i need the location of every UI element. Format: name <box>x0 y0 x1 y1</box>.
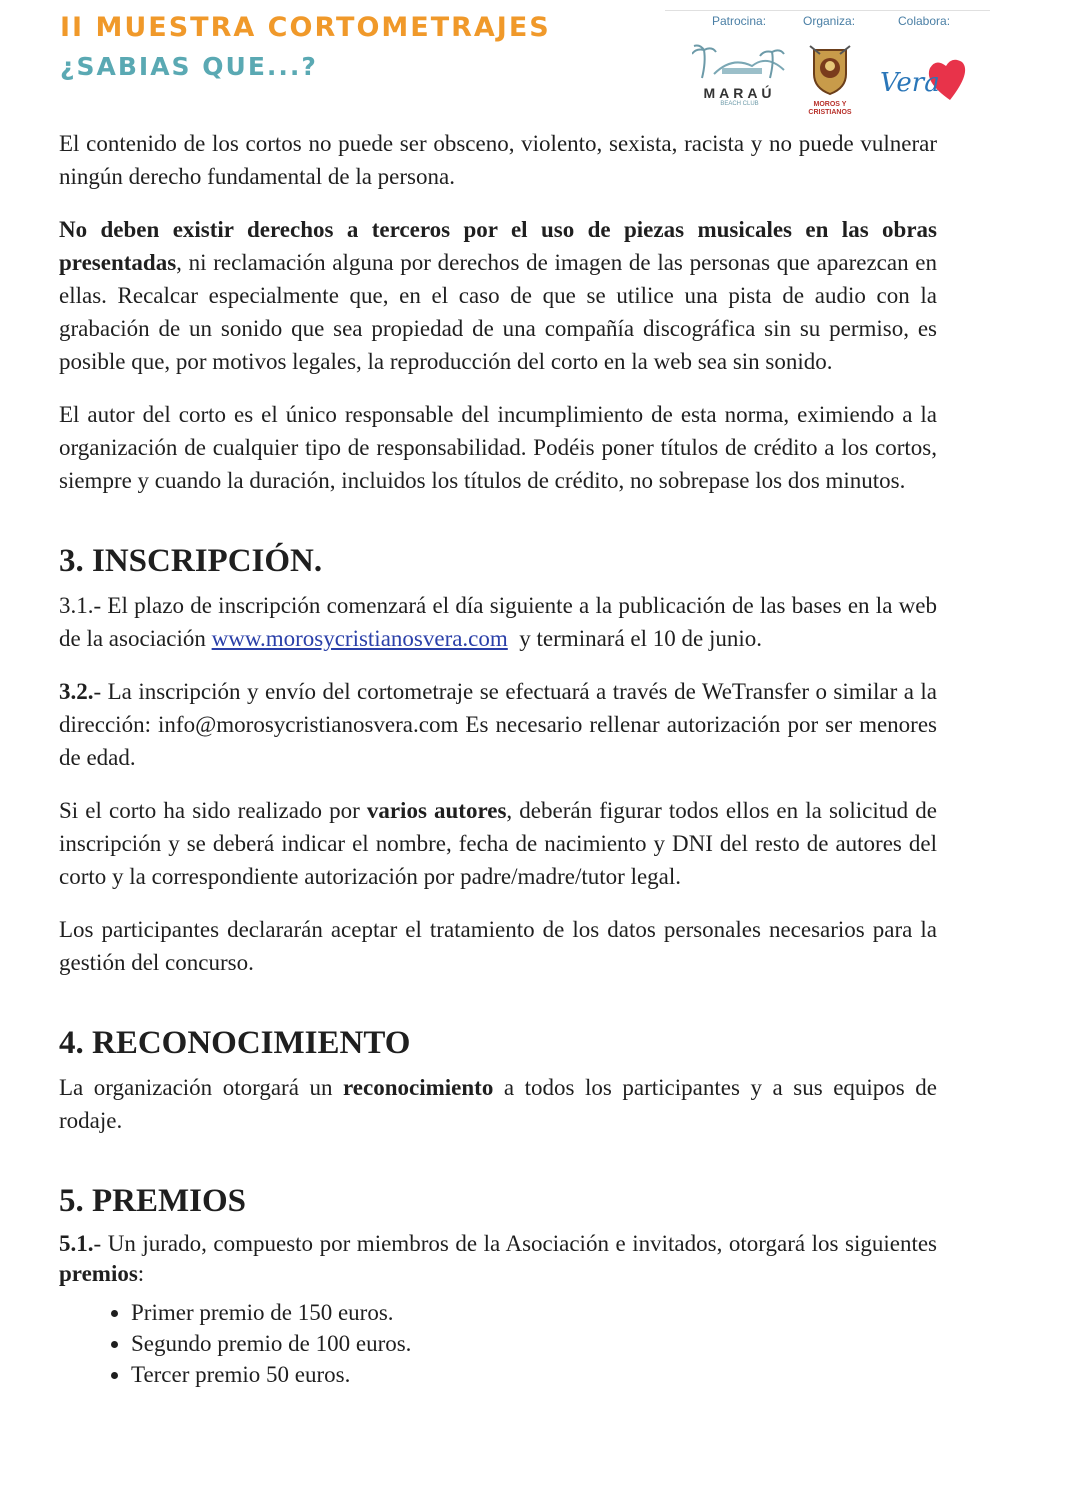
paragraph-recognition: La organización otorgará un reconocimiento a todos los participantes y a sus equipos de rodaje. <box>59 1075 938 1133</box>
bold-rights-text: No deben existir derechos a terceros por el uso de piezas musicales en las obras presentadas <box>59 217 937 275</box>
moros-logo-text: MOROS Y CRISTIANOS <box>808 101 852 116</box>
organiza-label: Organiza: <box>803 14 856 28</box>
document-title: II MUESTRA CORTOMETRAJES <box>60 12 551 43</box>
paragraph-author-responsibility: El autor del corto es el único responsable del incumplimiento de esta norma, eximiendo a la organización de cualquier tipo de responsabilidad. Podéis poner títulos de crédito a los cortos, siempre y cuando la duración, incluidos los títulos de crédito, no sobrepase los dos minutos. <box>59 402 937 493</box>
list-item: • Segundo premio de 100 euros. <box>131 1328 937 1359</box>
paragraph-data-processing: Los participantes declararán aceptar el tratamiento de los datos personales necesarios para la gestión del concurso. <box>59 917 937 975</box>
document-header <box>0 0 1080 125</box>
crest-icon <box>806 44 854 96</box>
marau-logo-text: MARAÚ <box>703 85 776 101</box>
heading-inscripcion: 3. INSCRIPCIÓN. <box>59 543 323 579</box>
vera-logo <box>880 56 972 104</box>
vera-logo-text: Vera <box>880 68 940 98</box>
paragraph-content-rules: El contenido de los cortos no puede ser obsceno, violento, sexista, racista y no puede vulnerar ningún derecho fundamental de la persona. <box>59 131 937 189</box>
paragraph-inscription-submission: 3.2.- La inscripción y envío del cortometraje se efectuará a través de WeTransfer o similar a la dirección: info@morosycristianosvera.com Es necesario rellenar autorización por ser menores de edad. <box>59 679 937 770</box>
list-item: • Tercer premio 50 euros. <box>131 1359 937 1390</box>
marau-logo-subtext: BEACH CLUB <box>720 101 759 107</box>
association-website-link[interactable]: www.morosycristianosvera.com <box>211 626 508 651</box>
paragraph-inscription-deadline: 3.1.- El plazo de inscripción comenzará el día siguiente a la publicación de las bases en la web de la asociación www.morosycristianosvera.com y terminará el 10 de junio. <box>59 593 937 651</box>
list-item: • Primer premio de 150 euros. <box>131 1297 937 1328</box>
document-body <box>59 127 937 1390</box>
section-gap <box>59 999 937 1021</box>
moros-cristianos-logo <box>806 44 854 116</box>
document-subtitle: ¿SABIAS QUE...? <box>60 52 318 81</box>
paragraph-third-party-rights: No deben existir derechos a terceros por el uso de piezas musicales en las obras presentadas, ni reclamación alguna por derechos de imagen de las personas que aparezcan en ellas. Recalcar especialmente que, en el caso de que se utilice una pista de audio con la grabación de un sonido que sea propiedad de una compañía discográfica sin su permiso, es posible que, por motivos legales, la reproducción del corto en la web sea sin sonido. <box>59 217 937 374</box>
marau-logo <box>692 44 787 116</box>
paragraph-jury: 5.1.- Un jurado, compuesto por miembros de la Asociación e invitados, otorgará los siguientes premios: <box>59 1231 937 1286</box>
colabora-label: Colabora: <box>898 14 951 28</box>
palm-tree-icon <box>692 44 787 80</box>
section-gap <box>59 1157 937 1179</box>
prize-list <box>59 1297 937 1390</box>
patrocina-label: Patrocina: <box>712 14 767 28</box>
heading-premios: 5. PREMIOS <box>59 1183 247 1219</box>
paragraph-multiple-authors: Si el corto ha sido realizado por varios autores, deberán figurar todos ellos en la solicitud de inscripción y se deberá indicar el nombre, fecha de nacimiento y DNI del resto de autores del corto y la correspondiente autorización por padre/madre/tutor legal. <box>59 798 937 889</box>
heading-reconocimiento: 4. RECONOCIMIENTO <box>59 1025 411 1061</box>
section-gap <box>59 517 937 539</box>
sponsor-divider <box>665 10 990 11</box>
